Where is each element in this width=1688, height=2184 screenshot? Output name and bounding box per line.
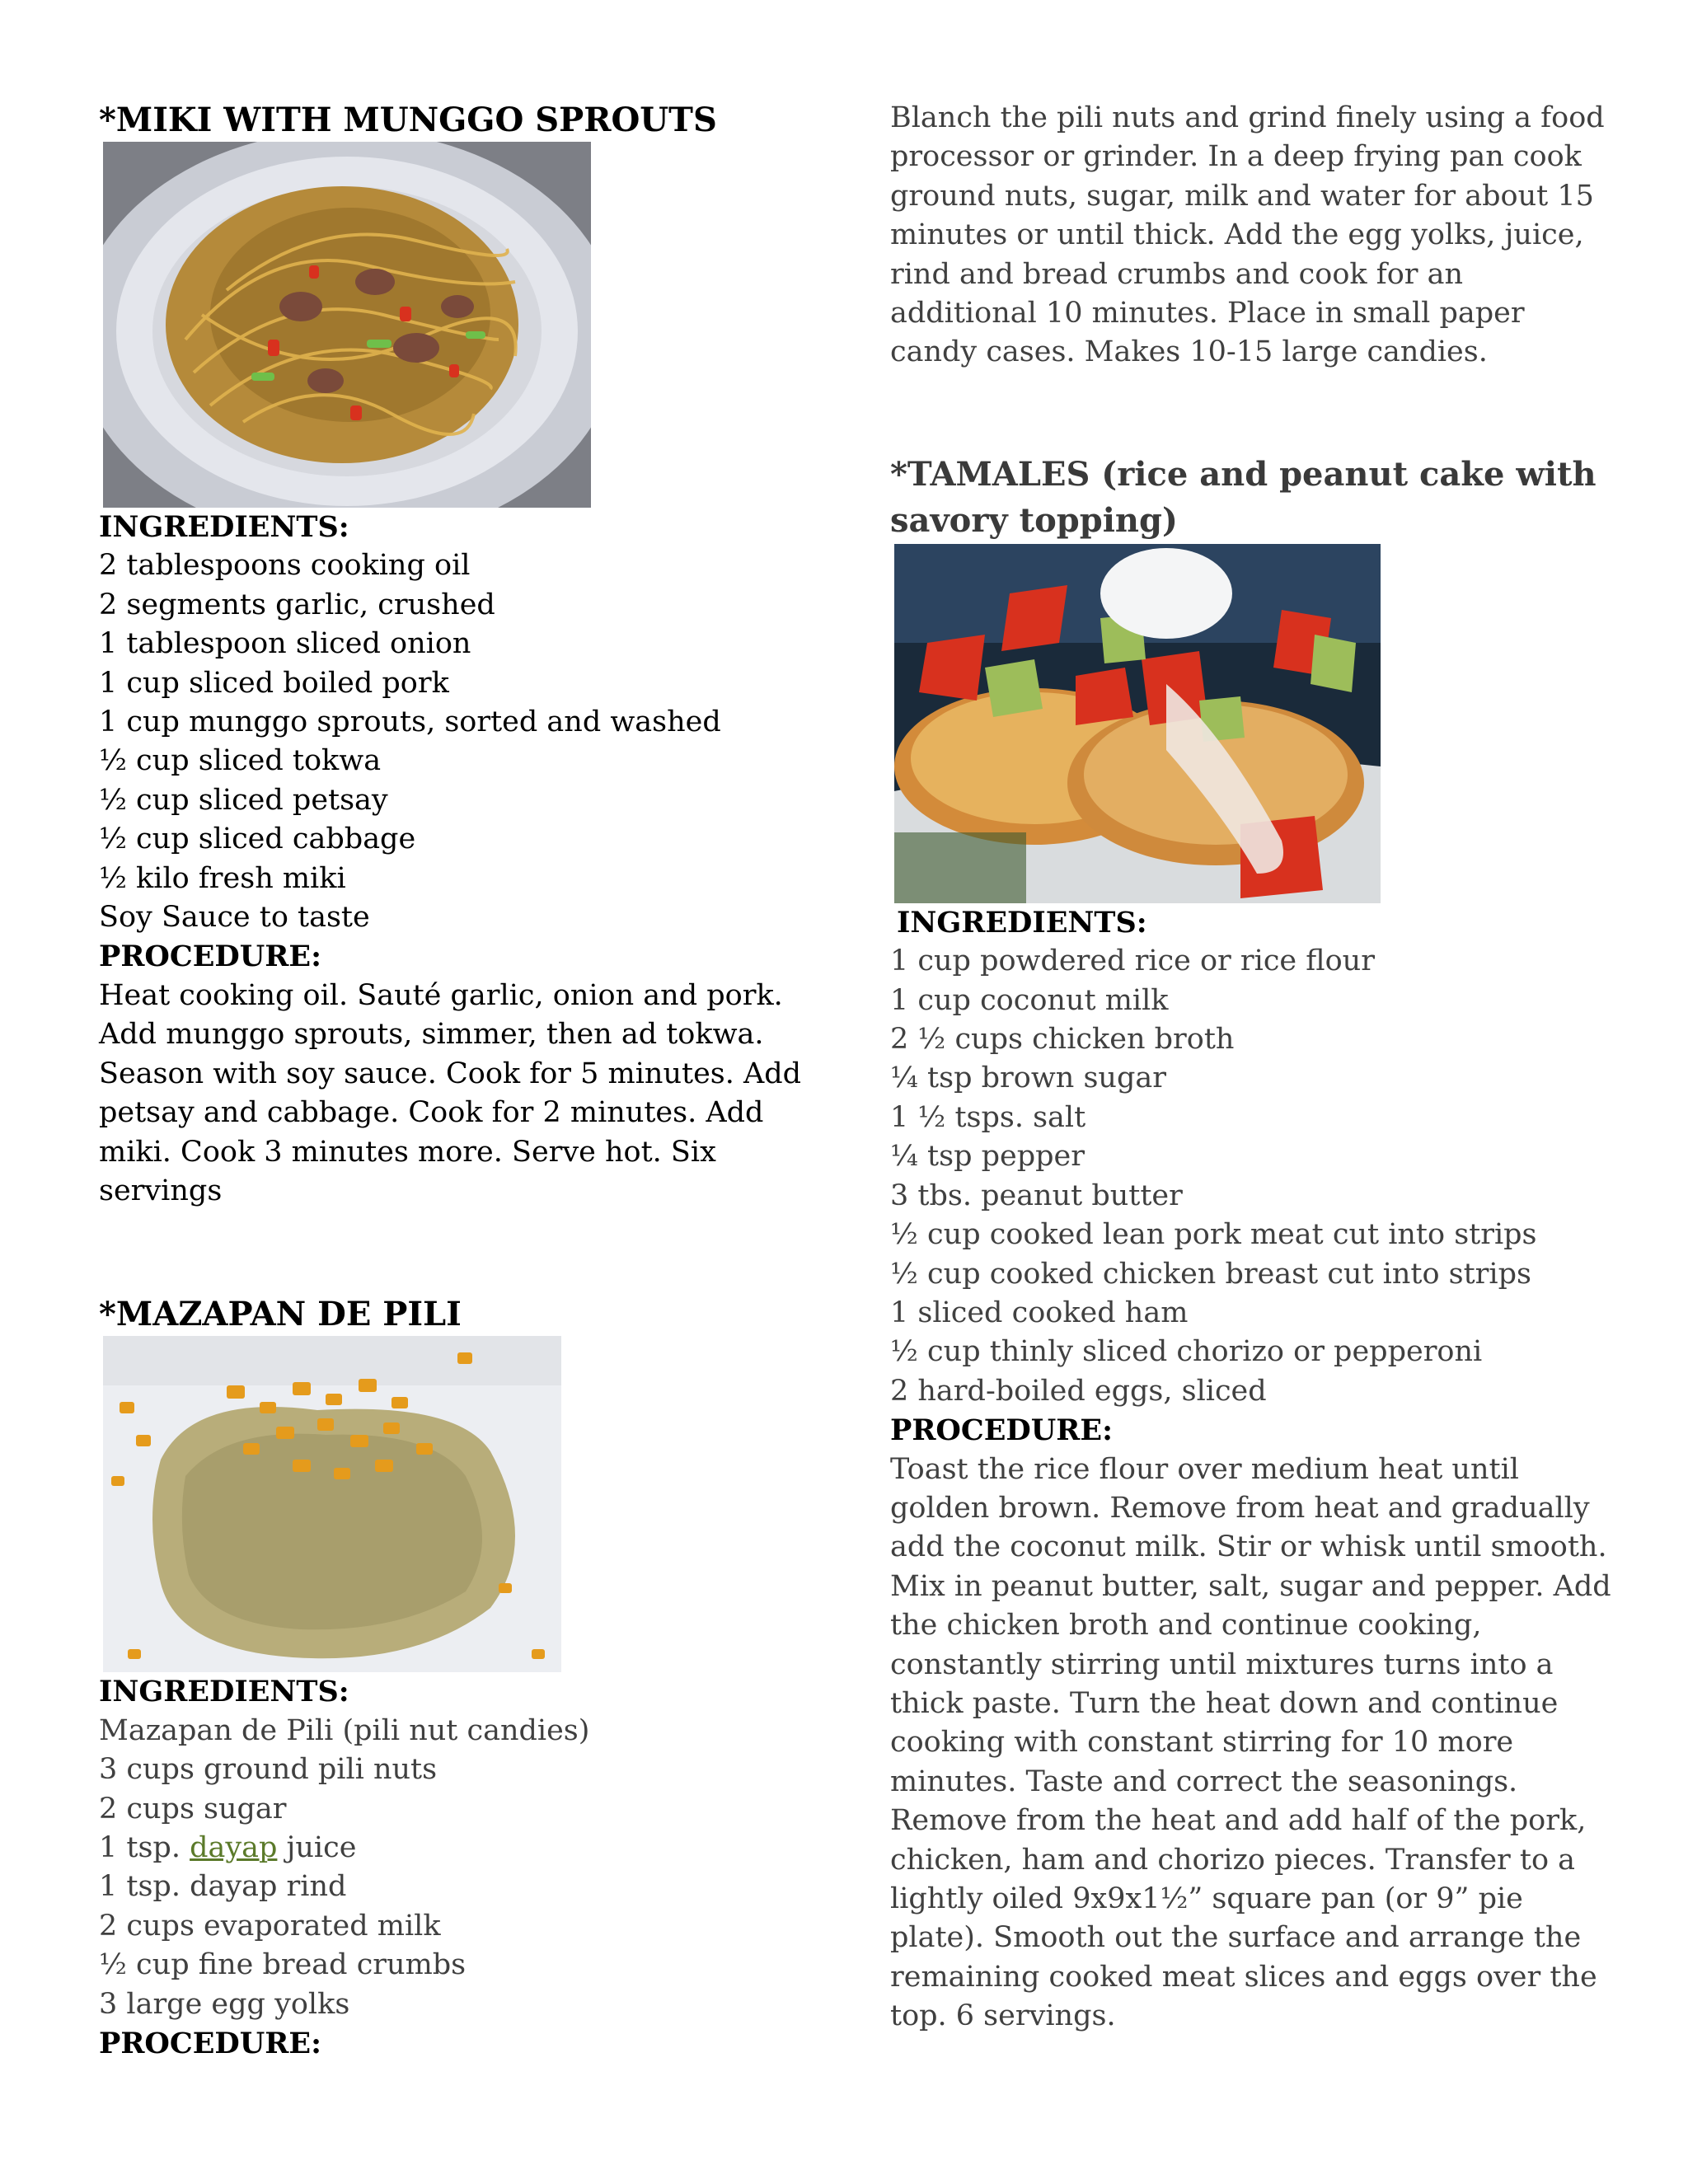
- miki-ingredient: 2 tablespoons cooking oil: [99, 549, 471, 583]
- miki-ingredients-label: INGREDIENTS:: [99, 510, 349, 544]
- mazapan-procedure-label: PROCEDURE:: [99, 2026, 321, 2060]
- mazapan-ingredient: 1 tsp. dayap rind: [99, 1870, 347, 1904]
- mazapan-ingredient: 2 cups sugar: [99, 1792, 287, 1825]
- tamales-procedure-text: [890, 1451, 1611, 2036]
- dayap-prefix: 1 tsp.: [99, 1830, 190, 1864]
- mazapan-procedure-text: [890, 99, 1605, 373]
- tamales-title-line: savory topping): [890, 500, 1178, 540]
- tamales-title-line: *TAMALES (rice and peanut cake with: [890, 454, 1597, 494]
- tamales-procedure-line: Remove from the heat and add half of the pork,: [890, 1804, 1587, 1838]
- tamales-ingredient: 1 ½ tsps. salt: [890, 1100, 1086, 1134]
- tamales-ingredient: ¼ tsp pepper: [890, 1140, 1085, 1174]
- miki-procedure-line: petsay and cabbage. Cook for 2 minutes. Add: [99, 1096, 764, 1130]
- mazapan-ingredient: 3 large egg yolks: [99, 1987, 350, 2021]
- tamales-procedure-label: PROCEDURE:: [890, 1413, 1113, 1448]
- tamales-ingredient: ½ cup thinly sliced chorizo or pepperoni: [890, 1335, 1483, 1369]
- tamales-procedure-line: plate). Smooth out the surface and arrange the: [890, 1921, 1582, 1955]
- tamales-procedure-line: minutes. Taste and correct the seasonings.: [890, 1765, 1518, 1798]
- miki-ingredient: ½ cup sliced petsay: [99, 783, 388, 817]
- pili-candy-photo: [103, 1336, 561, 1672]
- mazapan-ingredients-label: INGREDIENTS:: [99, 1675, 349, 1709]
- right-column: [890, 99, 1611, 2036]
- tamales-ingredient: ½ cup cooked lean pork meat cut into strips: [890, 1218, 1537, 1252]
- tamales-ingredient: 1 cup coconut milk: [890, 983, 1169, 1017]
- tamales-ingredient: ¼ tsp brown sugar: [890, 1062, 1166, 1095]
- mazapan-ingredient: Mazapan de Pili (pili nut candies): [99, 1713, 590, 1747]
- mazapan-procedure-line: processor or grinder. In a deep frying pan cook: [890, 140, 1582, 174]
- miki-ingredient: 1 cup sliced boiled pork: [99, 666, 449, 700]
- miki-procedure-line: servings: [99, 1174, 223, 1207]
- tamales-ingredient: 3 tbs. peanut butter: [890, 1179, 1183, 1212]
- mazapan-procedure-line: rind and bread crumbs and cook for an: [890, 257, 1464, 291]
- dayap-suffix: juice: [277, 1830, 357, 1864]
- miki-ingredient: ½ cup sliced cabbage: [99, 823, 416, 856]
- mazapan-ingredient: ½ cup fine bread crumbs: [99, 1948, 467, 1982]
- tamales-procedure-line: golden brown. Remove from heat and gradually: [890, 1491, 1590, 1525]
- miki-title: *MIKI WITH MUNGGO SPROUTS: [99, 101, 717, 139]
- mazapan-ingredient-dayap-juice: [99, 1829, 808, 1868]
- mazapan-ingredients-list: [99, 1712, 808, 2024]
- tamales-procedure-line: constantly stirring until mixtures turns into a: [890, 1647, 1554, 1681]
- miki-procedure-line: Heat cooking oil. Sauté garlic, onion and pork.: [99, 978, 783, 1012]
- tamales-ingredients-label: INGREDIENTS:: [897, 905, 1147, 940]
- miki-ingredient: ½ kilo fresh miki: [99, 861, 346, 895]
- miki-ingredient: Soy Sauce to taste: [99, 901, 370, 935]
- miki-procedure-line: miki. Cook 3 minutes more. Serve hot. Six: [99, 1135, 716, 1169]
- tamales-ingredients-list: [890, 942, 1599, 1411]
- miki-procedure-line: Add munggo sprouts, simmer, then ad tokwa.: [99, 1018, 764, 1052]
- mazapan-title: *MAZAPAN DE PILI: [99, 1295, 462, 1334]
- miki-ingredient: 1 cup munggo sprouts, sorted and washed: [99, 705, 721, 739]
- noodle-dish-photo: [103, 142, 591, 508]
- tamales-procedure-line: lightly oiled 9x9x1½” square pan (or 9” pie: [890, 1882, 1523, 1915]
- tamales-procedure-line: chicken, ham and chorizo pieces. Transfer to a: [890, 1843, 1576, 1877]
- tamales-procedure-line: cooking with constant stirring for 10 more: [890, 1726, 1514, 1760]
- tamales-procedure-line: Toast the rice flour over medium heat until: [890, 1452, 1519, 1486]
- mazapan-procedure-line: minutes or until thick. Add the egg yolks, juice,: [890, 218, 1584, 252]
- tamales-ingredient: 1 sliced cooked ham: [890, 1296, 1189, 1329]
- tamales-title: [890, 452, 1599, 544]
- tamales-procedure-line: thick paste. Turn the heat down and continue: [890, 1686, 1559, 1720]
- tamales-procedure-line: top. 6 servings.: [890, 1999, 1116, 2033]
- mazapan-ingredient: 3 cups ground pili nuts: [99, 1753, 438, 1787]
- tamales-procedure-line: the chicken broth and continue cooking,: [890, 1609, 1482, 1643]
- mazapan-procedure-line: Blanch the pili nuts and grind finely using a food: [890, 101, 1605, 134]
- miki-ingredients-list: [99, 546, 808, 937]
- miki-procedure-line: Season with soy sauce. Cook for 5 minutes. Add: [99, 1057, 802, 1090]
- miki-ingredient: 2 segments garlic, crushed: [99, 588, 495, 621]
- miki-procedure-label: PROCEDURE:: [99, 940, 321, 974]
- dayap-link[interactable]: dayap: [190, 1830, 278, 1864]
- tamales-procedure-line: remaining cooked meat slices and eggs over the: [890, 1960, 1597, 1994]
- mazapan-ingredient: 2 cups evaporated milk: [99, 1909, 441, 1943]
- tamales-cake-photo: [894, 544, 1381, 903]
- miki-procedure-text: [99, 977, 808, 1211]
- miki-ingredient: ½ cup sliced tokwa: [99, 744, 382, 778]
- left-column: [99, 99, 808, 2063]
- tamales-procedure-line: add the coconut milk. Stir or whisk until smooth.: [890, 1530, 1607, 1564]
- mazapan-procedure-line: candy cases. Makes 10-15 large candies.: [890, 335, 1488, 369]
- tamales-ingredient: 1 cup powdered rice or rice flour: [890, 944, 1375, 978]
- tamales-procedure-line: Mix in peanut butter, salt, sugar and pepper. Add: [890, 1569, 1611, 1603]
- tamales-ingredient: 2 hard-boiled eggs, sliced: [890, 1374, 1267, 1408]
- tamales-ingredient: ½ cup cooked chicken breast cut into strips: [890, 1257, 1531, 1291]
- mazapan-procedure-line: additional 10 minutes. Place in small paper: [890, 297, 1525, 330]
- tamales-ingredient: 2 ½ cups chicken broth: [890, 1023, 1235, 1057]
- mazapan-procedure-line: ground nuts, sugar, milk and water for about 15: [890, 179, 1594, 213]
- miki-ingredient: 1 tablespoon sliced onion: [99, 627, 471, 661]
